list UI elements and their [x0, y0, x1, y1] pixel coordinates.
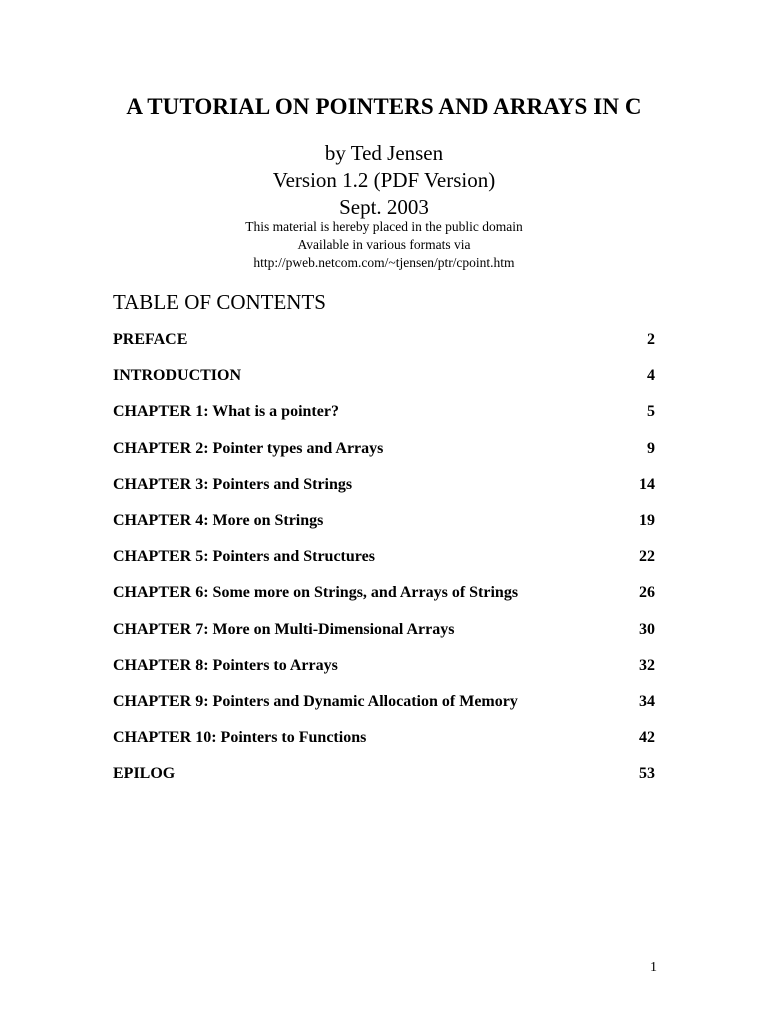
toc-entry-label: CHAPTER 4: More on Strings: [113, 511, 324, 529]
toc-entry-introduction[interactable]: [113, 367, 655, 403]
toc-entry-label: CHAPTER 2: Pointer types and Arrays: [113, 439, 384, 457]
toc-entry-page: 2: [647, 331, 655, 348]
toc-entry-page: 42: [639, 729, 655, 747]
toc-entry-page: 19: [639, 511, 655, 529]
formats-notice: Available in various formats via: [297, 237, 471, 252]
toc-entry-chapter-1[interactable]: [113, 403, 655, 439]
toc-entry-label: CHAPTER 1: What is a pointer?: [113, 403, 339, 421]
toc-entry-label: PREFACE: [113, 331, 188, 348]
toc-entry-page: 14: [639, 475, 655, 493]
toc-entry-chapter-4[interactable]: [113, 512, 655, 548]
toc-entry-chapter-6[interactable]: [113, 584, 655, 620]
toc-entry-page: 9: [647, 439, 655, 457]
toc-entry-chapter-5[interactable]: [113, 548, 655, 584]
toc-entry-page: 32: [639, 656, 655, 674]
toc-entry-chapter-7[interactable]: [113, 621, 655, 657]
toc-entry-chapter-10[interactable]: [113, 729, 655, 765]
toc-entry-page: 34: [639, 692, 655, 710]
toc-entry-label: CHAPTER 9: Pointers and Dynamic Allocation of Memory: [113, 692, 518, 710]
toc-entry-epilog[interactable]: [113, 765, 655, 801]
public-domain-notice: This material is hereby placed in the public domain: [245, 219, 523, 234]
toc-entry-chapter-8[interactable]: [113, 657, 655, 693]
toc-entry-chapter-2[interactable]: [113, 440, 655, 476]
toc-entry-preface[interactable]: [113, 331, 655, 367]
toc-entry-page: 5: [647, 403, 655, 421]
toc-heading: TABLE OF CONTENTS: [113, 290, 326, 314]
page-number: 1: [650, 960, 657, 975]
notice-block: [0, 218, 768, 272]
toc-entry-label: CHAPTER 5: Pointers and Structures: [113, 548, 375, 566]
document-title: A TUTORIAL ON POINTERS AND ARRAYS IN C: [126, 94, 642, 119]
toc-entry-page: 53: [639, 765, 655, 783]
toc-entry-label: CHAPTER 8: Pointers to Arrays: [113, 656, 338, 674]
date-line: Sept. 2003: [339, 195, 429, 219]
toc-entry-page: 26: [639, 584, 655, 602]
version-line: Version 1.2 (PDF Version): [272, 168, 496, 192]
toc-entry-page: 4: [647, 367, 655, 385]
toc-entry-label: CHAPTER 7: More on Multi-Dimensional Arrays: [113, 620, 455, 638]
source-url: [0, 254, 768, 272]
byline-block: [0, 140, 768, 221]
toc-entry-label: EPILOG: [113, 765, 176, 783]
author-line: by Ted Jensen: [324, 141, 444, 165]
toc-entry-label: CHAPTER 10: Pointers to Functions: [113, 729, 367, 747]
toc-entry-label: CHAPTER 6: Some more on Strings, and Arrays of Strings: [113, 584, 519, 602]
toc-entry-chapter-3[interactable]: [113, 476, 655, 512]
toc-entry-page: 30: [639, 620, 655, 638]
toc-entry-label: INTRODUCTION: [113, 367, 242, 385]
toc-entry-chapter-9[interactable]: [113, 693, 655, 729]
toc-entry-label: CHAPTER 3: Pointers and Strings: [113, 475, 353, 493]
source-url-link[interactable]: http://pweb.netcom.com/~tjensen/ptr/cpoint.htm: [253, 255, 515, 270]
toc-entry-page: 22: [639, 548, 655, 566]
toc-list: [113, 331, 655, 801]
